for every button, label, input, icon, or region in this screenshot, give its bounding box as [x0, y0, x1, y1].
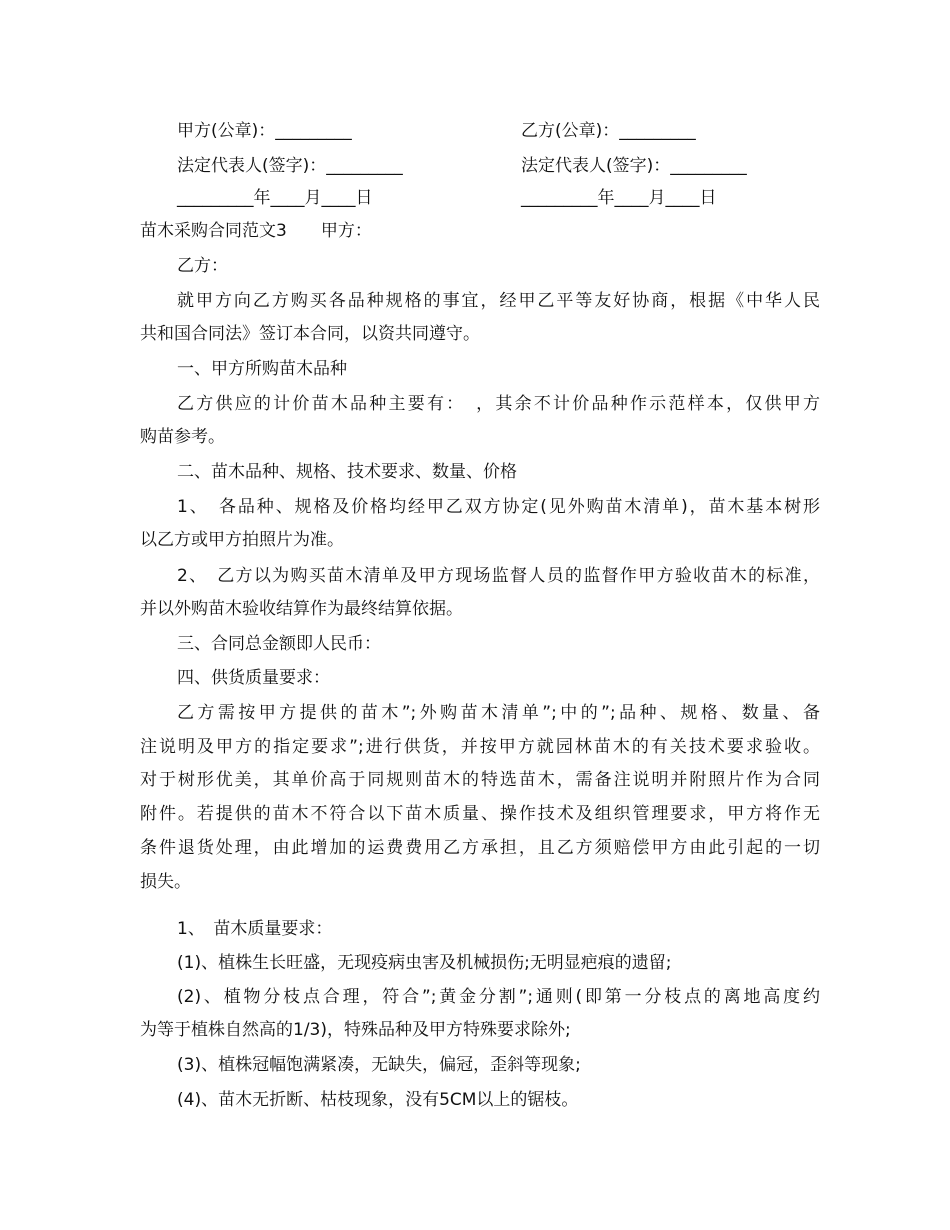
- signature-row-rep: [0, 149, 950, 183]
- paragraph-line: 购苗参考。: [140, 427, 225, 447]
- party-a-seal: 甲方(公章)：_________: [177, 121, 352, 141]
- party-a-date: _________年____月____日: [177, 188, 373, 208]
- paragraph-line: 共和国合同法》签订本合同，以资共同遵守。: [140, 324, 480, 344]
- party-b-label: 乙方：: [177, 256, 228, 276]
- paragraph-line: 1、 各品种、规格及价格均经甲乙双方协定(见外购苗木清单)，苗木基本树形: [177, 497, 820, 517]
- heading-2: 二、苗木品种、规格、技术要求、数量、价格: [177, 462, 517, 482]
- list-item-continuation: 为等于植株自然高的1/3)，特殊品种及甲方特殊要求除外;: [140, 1020, 571, 1040]
- heading-1: 一、甲方所购苗木品种: [177, 359, 347, 379]
- party-b-seal: 乙方(公章)：_________: [521, 121, 696, 141]
- party-b-date: _________年____月____日: [521, 188, 717, 208]
- signature-row-date: [0, 181, 950, 215]
- list-item: (1)、植株生长旺盛，无现疫病虫害及机械损伤;无明显疤痕的遗留;: [177, 953, 672, 973]
- signature-row-seal: [0, 114, 950, 148]
- heading-4: 四、供货质量要求：: [177, 668, 330, 688]
- paragraph-line: 条件退货处理，由此增加的运费费用乙方承担，且乙方须赔偿甲方由此引起的一切: [140, 838, 820, 858]
- paragraph-line: 并以外购苗木验收结算作为最终结算依据。: [140, 599, 463, 619]
- paragraph-line: 以乙方或甲方拍照片为准。: [140, 530, 344, 550]
- section-title: 苗木采购合同范文3 甲方：: [140, 221, 372, 241]
- paragraph-line: 乙方需按甲方提供的苗木”;外购苗木清单”;中的”;品种、规格、数量、备: [177, 703, 820, 723]
- party-b-representative: 法定代表人(签字)：_________: [521, 156, 747, 176]
- paragraph-line: 附件。若提供的苗木不符合以下苗木质量、操作技术及组织管理要求，甲方将作无: [140, 804, 820, 824]
- paragraph-line: 损失。: [140, 872, 191, 892]
- list-item: (3)、植株冠幅饱满紧凑，无缺失，偏冠，歪斜等现象;: [177, 1055, 581, 1075]
- paragraph-line: 注说明及甲方的指定要求”;进行供货，并按甲方就园林苗木的有关技术要求验收。: [140, 737, 820, 757]
- paragraph-line: 乙方供应的计价苗木品种主要有： ，其余不计价品种作示范样本，仅供甲方: [177, 394, 820, 414]
- paragraph-line: 就甲方向乙方购买各品种规格的事宜，经甲乙平等友好协商，根据《中华人民: [177, 291, 820, 311]
- party-a-representative: 法定代表人(签字)：_________: [177, 156, 403, 176]
- paragraph-line: 2、 乙方以为购买苗木清单及甲方现场监督人员的监督作甲方验收苗木的标准，: [177, 566, 820, 586]
- list-item: (2)、植物分枝点合理，符合”;黄金分割”;通则(即第一分枝点的离地高度约: [177, 987, 820, 1007]
- paragraph-line: 对于树形优美，其单价高于同规则苗木的特选苗木，需备注说明并附照片作为合同: [140, 770, 820, 790]
- heading-3: 三、合同总金额即人民币：: [177, 634, 381, 654]
- subheading-quality: 1、 苗木质量要求：: [177, 919, 333, 939]
- list-item: (4)、苗木无折断、枯枝现象，没有5CM以上的锯枝。: [177, 1090, 579, 1110]
